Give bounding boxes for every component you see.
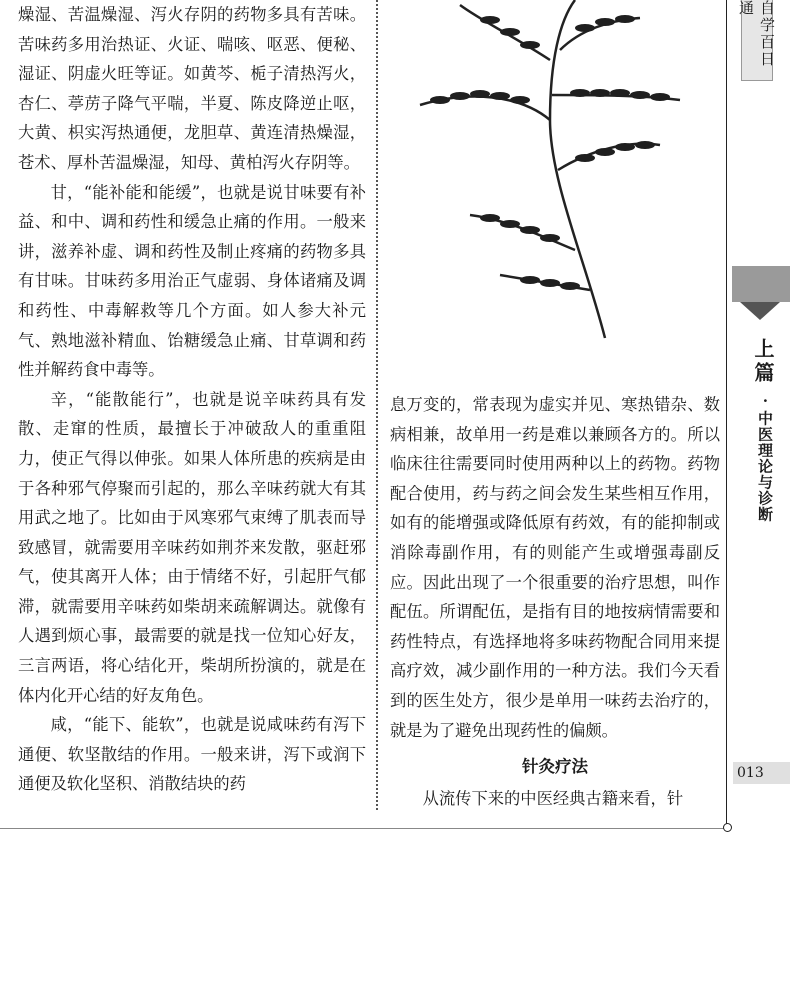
section-subtitle: · 中医理论与诊断 bbox=[756, 398, 774, 523]
paragraph-sweet-taste: 甘，“能补能和能缓”，也就是说甘味要有补益、和中、调和药性和缓急止痛的作用。一般来讲，滋养补虚、调和药性及制止疼痛的药物多具有甘味。甘味药多用治正气虚弱、身体诸痛及调和药性、中毒解救等几个方面。如人参大补元气、熟地滋补精血、饴糖缓急止痛、甘草调和药性并解药食中毒等。 bbox=[18, 182, 366, 380]
paragraph-pungent-taste: 辛，“能散能行”，也就是说辛味药具有发散、走窜的性质，最擅长于冲破敌人的重重阻力，使正气得以伸张。如果人体所患的疾病是由于各种邪气停聚而引起的，那么辛味药就大有其用武之地了。比如由于风寒邪气束缚了肌表而导致感冒，就需要用辛味药如荆芥来发散，驱赶邪气，使其离开人体；由于情绪不好，引起肝气郁滞，就需要用辛味药如柴胡来疏解调达。就像有人遇到烦心事，最需要的就是找一位知心好友，三言两语，将心结化开，柴胡所扮演的，就是在体内化开心结的好友角色。 bbox=[18, 389, 366, 705]
arrow-down-icon bbox=[740, 302, 780, 320]
paragraph-compatibility: 息万变的，常表现为虚实并见、寒热错杂、数病相兼，故单用一药是难以兼顾各方的。所以临床往往需要同时使用两种以上的药物。药物配合使用，药与药之间会发生某些相互作用，如有的能增强或降低原有药效，有的能抑制或消除毒副作用，有的则能产生或增强毒副反应。因此出现了一个很重要的治疗思想，叫作配伍。所谓配伍，是指有目的地按病情需要和药性特点，有选择地将多味药物配合同用来提高疗效，减少副作用的一种方法。我们今天看到的医生处方，很少是单用一味药去治疗的，就是为了避免出现药性的偏颇。 bbox=[390, 395, 720, 740]
section-title: 上篇 bbox=[751, 338, 775, 386]
footer-rule bbox=[0, 828, 728, 829]
ornament-icon bbox=[732, 266, 790, 302]
paragraph-salty-taste: 咸，“能下、能软”，也就是说咸味药有泻下通便、软坚散结的作用。一般来讲，泻下或润下通便及软化坚积、消散结块的药 bbox=[18, 715, 366, 794]
herb-plant-icon bbox=[400, 0, 700, 340]
column-divider bbox=[376, 0, 378, 810]
paragraph-bitter-taste: 燥湿、苦温燥湿、泻火存阴的药物多具有苦味。苦味药多用治热证、火证、喘咳、呕恶、便秘、湿证、阴虚火旺等证。如黄芩、栀子清热泻火，杏仁、葶苈子降气平喘，半夏、陈皮降逆止呕，大黄、枳实泻热通便，龙胆草、黄连清热燥湿，苍术、厚朴苦温燥湿，知母、黄柏泻火存阴等。 bbox=[18, 5, 366, 172]
margin-rule bbox=[726, 0, 727, 830]
series-tab: 自学百日通 bbox=[741, 0, 773, 81]
footer-dot-icon bbox=[723, 823, 732, 832]
right-text-column bbox=[390, 390, 720, 814]
page-number: 013 bbox=[733, 762, 790, 784]
paragraph-acupuncture: 从流传下来的中医经典古籍来看，针 bbox=[422, 789, 684, 809]
section-heading-acupuncture: 针灸疗法 bbox=[522, 757, 588, 777]
left-text-column bbox=[18, 0, 366, 799]
